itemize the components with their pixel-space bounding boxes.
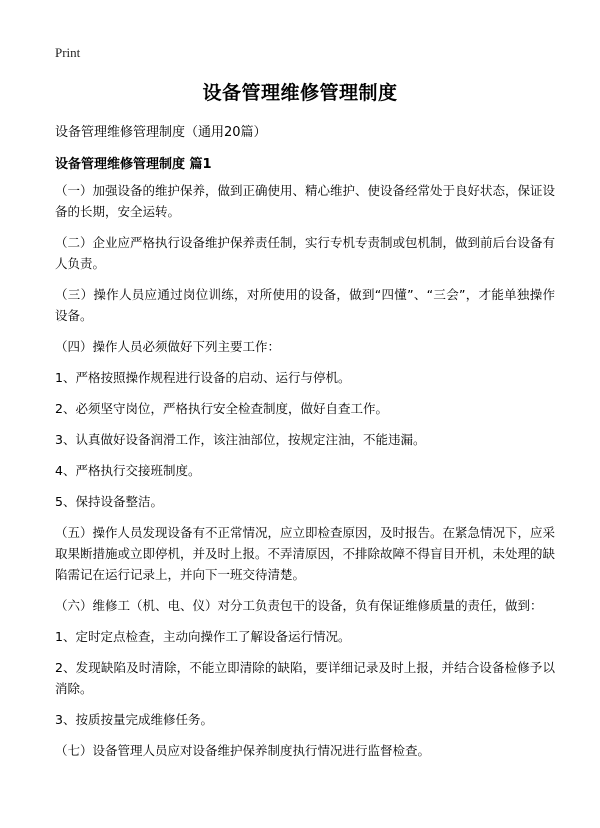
paragraph: （七）设备管理人员应对设备维护保养制度执行情况进行监督检查。 xyxy=(55,743,431,758)
page-title: 设备管理维修管理制度 xyxy=(202,82,398,104)
list-item: 5、保持设备整洁。 xyxy=(55,494,163,509)
document-subtitle: 设备管理维修管理制度（通用20篇） xyxy=(55,125,267,140)
list-item: 2、发现缺陷及时清除，不能立即清除的缺陷，要详细记录及时上报，并结合设备检修予以消除。 xyxy=(55,660,555,696)
list-item: 4、严格执行交接班制度。 xyxy=(55,463,201,478)
list-item: 3、认真做好设备润滑工作，该注油部位，按规定注油，不能违漏。 xyxy=(55,432,426,447)
paragraph: （二）企业应严格执行设备维护保养责任制，实行专机专责制或包机制，做到前后台设备有人负责。 xyxy=(55,235,556,271)
paragraph: （六）维修工（机、电、仪）对分工负责包干的设备，负有保证维修质量的责任，做到： xyxy=(55,598,543,613)
document-body xyxy=(55,180,555,771)
paragraph: （一）加强设备的维护保养，做到正确使用、精心维护、使设备经常处于良好状态，保证设备的长期，安全运转。 xyxy=(55,183,556,219)
list-item: 1、严格按照操作规程进行设备的启动、运行与停机。 xyxy=(55,370,351,385)
section-heading: 设备管理维修管理制度 篇1 xyxy=(55,157,212,172)
list-item: 3、按质按量完成维修任务。 xyxy=(55,712,213,727)
paragraph: （三）操作人员应通过岗位训练，对所使用的设备，做到“四懂”、“三会”，才能单独操作设备。 xyxy=(55,287,555,323)
list-item: 1、定时定点检查，主动向操作工了解设备运行情况。 xyxy=(55,629,351,644)
print-label: Print xyxy=(55,45,81,60)
list-item: 2、必须坚守岗位，严格执行安全检查制度，做好自查工作。 xyxy=(55,401,388,416)
paragraph: （四）操作人员必须做好下列主要工作： xyxy=(55,339,281,354)
paragraph: （五）操作人员发现设备有不正常情况，应立即检查原因，及时报告。在紧急情况下，应采取果断措施或立即停机，并及时上报。不弄清原因，不排除故障不得盲目开机，未处理的缺陷需记在运行记录上，并向下一班交待清楚。 xyxy=(55,525,556,582)
